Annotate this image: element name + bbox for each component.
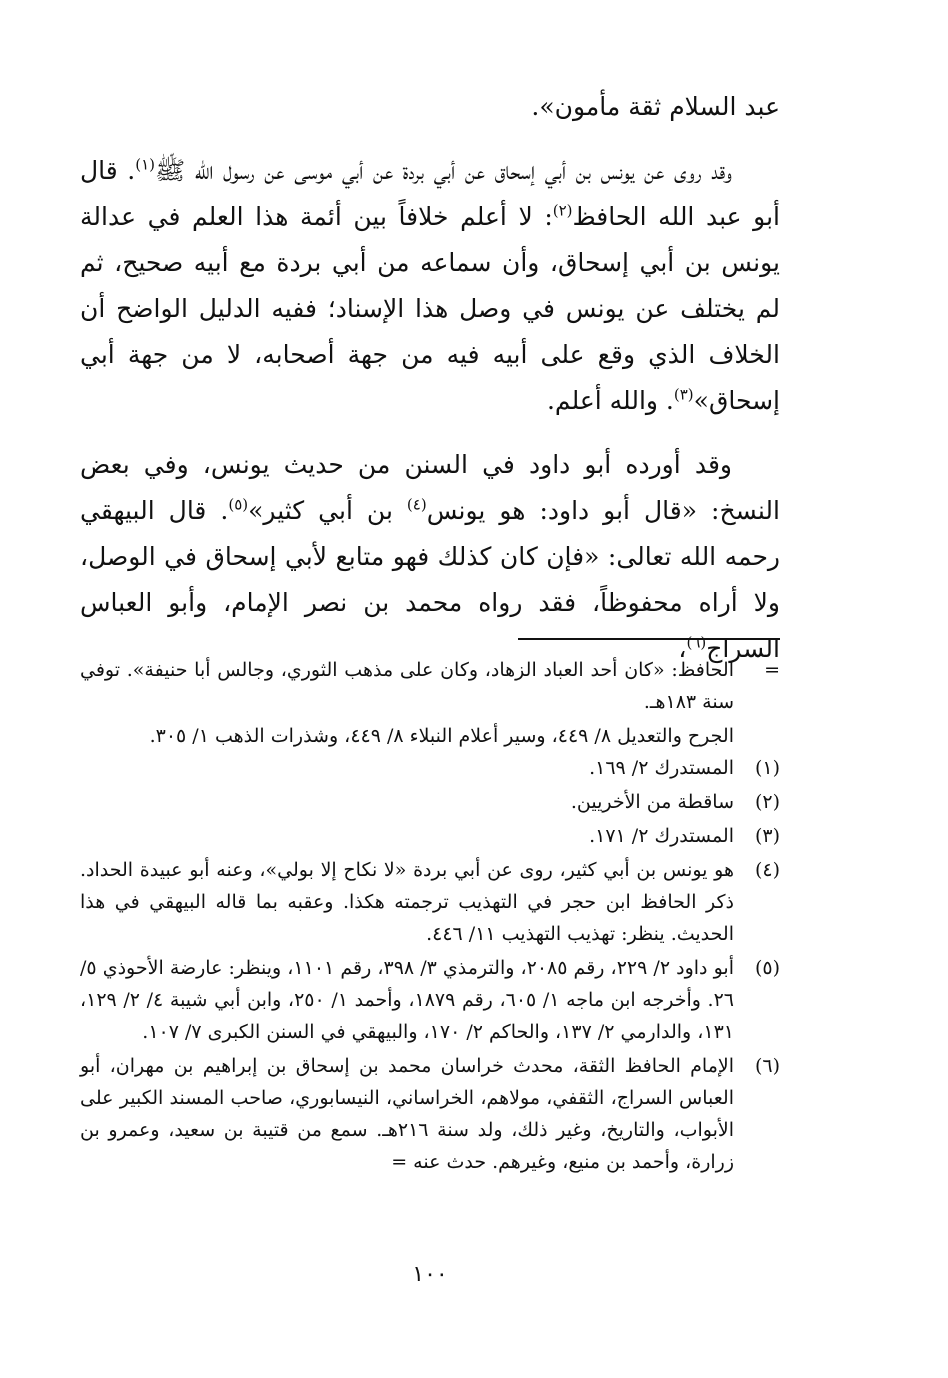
footnote-item (80, 854, 780, 950)
footnote-item (80, 820, 780, 852)
footnote-text: المستدرك ٢/ ١٧١. (589, 825, 734, 847)
paragraph-0-text: عبد السلام ثقة مأمون». (531, 92, 780, 121)
paragraph-2-text-b: بن أبي كثير» (248, 496, 407, 525)
paragraph-1 (80, 148, 780, 424)
page-number: ١٠٠ (412, 1262, 448, 1287)
paragraph-1-text-a: وقد روى عن يونس بن أبي إسحاق عن أبي بردة عن أبي موسى عن رسول الله ﷺ (155, 156, 732, 185)
paragraph-2-text-a: وقد أورده أبو داود في السنن من حديث يونس، وفي بعض النسخ: «قال أبو داود: هو يونس (80, 450, 780, 525)
footnote-continuation-marker: = (764, 659, 780, 681)
footnote-continuation-text: الحافظ: «كان أحد العباد الزهاد، وكان على مذهب الثوري، وجالس أبا حنيفة». توفي سنة ١٨٣هـ. (80, 659, 734, 713)
footnote-continuation (80, 654, 780, 718)
footnote-text: أبو داود ٢/ ٢٢٩، رقم ٢٠٨٥، والترمذي ٣/ ٣٩٨، رقم ١١٠١، وينظر: عارضة الأحوذي ٥/ ٢٦. وأخرجه ابن ماجه ١/ ٦٠٥، رقم ١٨٧٩، وأحمد ١/ ٢٥٠، وابن أبي شيبة ٤/ ٢/ ١٢٩، ١٣١، والدارمي ٢/ ١٣٧، والحاكم ٢/ ١٧٠، والبيهقي في السنن الكبرى ٧/ ١٠٧. (80, 957, 734, 1043)
footnote-ref-3[interactable]: (٣) (673, 385, 694, 404)
footnote-divider (518, 638, 780, 640)
main-text (80, 84, 780, 690)
footnote-item (80, 1050, 780, 1178)
document-page (80, 0, 780, 1378)
footnote-ref-6[interactable]: (٦) (686, 633, 707, 652)
footnote-text: المستدرك ٢/ ١٦٩. (589, 757, 734, 779)
footnote-ref-5[interactable]: (٥) (228, 495, 249, 514)
footnote-ref-2[interactable]: (٢) (552, 201, 573, 220)
paragraph-0 (80, 84, 780, 130)
paragraph-1-text-c: : لا أعلم خلافاً بين أئمة هذا العلم في عدالة يونس بن أبي إسحاق، وأن سماعه من أبي بردة مع أبيه صحيح، ثم لم يختلف عن يونس في وصل هذا الإسناد؛ ففيه الدليل الواضح أن الخلاف الذي وقع على أبيه فيه من جهة أصحابه، لا من جهة أبي إسحاق» (80, 202, 780, 415)
paragraph-2-text-d: ، (678, 634, 687, 663)
footnote-item (80, 752, 780, 784)
footnote-item (80, 786, 780, 818)
footnote-item (80, 952, 780, 1048)
footnotes (80, 654, 780, 1180)
footnote-continuation-sources: الجرح والتعديل ٨/ ٤٤٩، وسير أعلام النبلاء ٨/ ٤٤٩، وشذرات الذهب ١/ ٣٠٥. (149, 725, 734, 747)
footnote-number: (٤) (754, 859, 780, 881)
footnote-text: ساقطة من الأخريين. (570, 791, 734, 813)
footnote-number: (١) (754, 757, 780, 779)
paragraph-2-text-c: . قال البيهقي رحمه الله تعالى: «فإن كان كذلك فهو متابع لأبي إسحاق في الوصل، ولا أراه محفوظاً، فقد رواه محمد بن نصر الإمام، وأبو العباس السراج (80, 496, 780, 663)
paragraph-1-text-b: . قال أبو عبد الله الحافظ (80, 156, 780, 231)
footnote-text: الإمام الحافظ الثقة، محدث خراسان محمد بن إسحاق بن إبراهيم بن مهران، أبو العباس السراج، الثقفي، مولاهم، الخراساني، النيسابوري، صاحب المسند الكبير على الأبواب، والتاريخ، وغير ذلك، ولد سنة ٢١٦هـ. سمع من قتيبة بن سعيد، وعمرو بن زرارة، وأحمد بن منيع، وغيرهم. حدث عنه = (80, 1055, 734, 1173)
footnote-number: (٥) (754, 957, 780, 979)
footnote-number: (٦) (754, 1055, 780, 1077)
footnote-text: هو يونس بن أبي كثير، روى عن أبي بردة «لا نكاح إلا بولي»، وعنه أبو عبيدة الحداد. ذكر الحافظ ابن حجر في التهذيب ترجمته هكذا. وعقبه بما قاله البيهقي في هذا الحديث. ينظر: تهذيب التهذيب ١١/ ٤٤٦. (80, 859, 734, 945)
footnote-number: (٣) (754, 825, 780, 847)
footnote-ref-4[interactable]: (٤) (406, 495, 427, 514)
footnote-number: (٢) (754, 791, 780, 813)
footnote-ref-1[interactable]: (١) (135, 155, 156, 174)
paragraph-1-text-d: . والله أعلم. (546, 386, 674, 415)
